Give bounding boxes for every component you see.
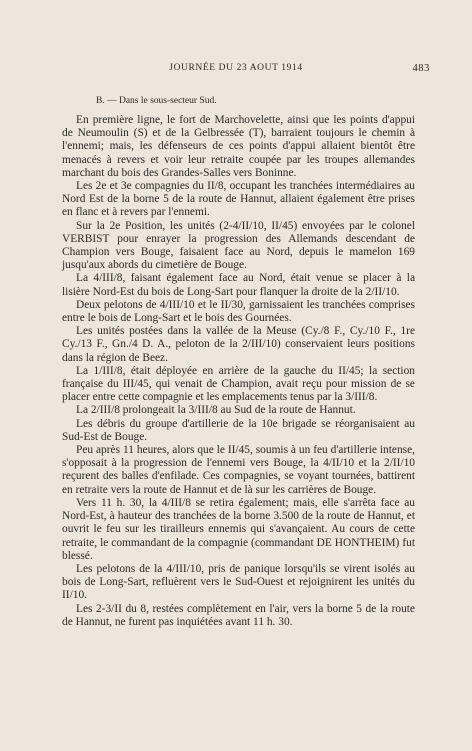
paragraph: Vers 11 h. 30, la 4/III/8 se retira également; mais, elle s'arrêta face au Nord-Est, à hauteur des tranchées de la borne 3.500 de la route de Hannut, et ouvrit le feu sur les tirailleurs ennemis qui s'avançaient. Au cours de cette retraite, le commandant de la compagnie (commandant DE HONTHEIM) fut blessé. bbox=[62, 496, 415, 562]
paragraph: Les 2e et 3e compagnies du II/8, occupant les tranchées intermédiaires au Nord Est de la borne 5 de la route de Hannut, allaient également être prises en flanc et à revers par l'ennemi. bbox=[62, 180, 415, 219]
paragraph: La 2/III/8 prolongeait la 3/III/8 au Sud de la route de Hannut. bbox=[76, 404, 356, 417]
paragraph: Les 2-3/II du 8, restées complètement en l'air, vers la borne 5 de la route de Hannut, ne furent pas inquiétées avant 11 h. 30. bbox=[62, 602, 415, 628]
paragraph: Les unités postées dans la vallée de la Meuse (Cy./8 F., Cy./10 F., 1re Cy./13 F., Gn./4 D. A., peloton de la 2/III/10) conservaient leurs positions dans la région de Beez. bbox=[62, 325, 415, 364]
paragraph: La 4/III/8, faisant également face au Nord, était venue se placer à la lisière Nord-Est du bois de Long-Sart pour flanquer la droite de la 2/II/10. bbox=[62, 272, 415, 298]
body-text bbox=[62, 114, 415, 629]
paragraph: Sur la 2e Position, les unités (2-4/II/10, II/45) envoyées par le colonel VERBIST pour enrayer la progression des Allemands descendant de Champion vers Bouge, faisaient face au Nord, depuis le mamelon 169 jusqu'aux abords du cimetière de Bouge. bbox=[62, 219, 415, 272]
running-title: JOURNÉE DU 23 AOUT 1914 bbox=[169, 63, 303, 73]
paragraph: Peu après 11 heures, alors que le II/45, soumis à un feu d'artillerie intense, s'opposait à la progression de l'ennemi vers Bouge, la 4/II/10 et la 2/II/10 reçurent des balles d'enfilade. Ces compagnies, se voyant tournées, battirent en retraite vers la route de Hannut et de là sur les carrières de Bouge. bbox=[62, 444, 415, 496]
paragraph: Deux pelotons de 4/III/10 et le II/30, garnissaient les tranchées comprises entre le bois de Long-Sart et le bois des Gournées. bbox=[62, 298, 415, 325]
paragraph: Les débris du groupe d'artillerie de la 10e brigade se réorganisaient au Sud-Est de Bouge. bbox=[62, 417, 415, 443]
section-heading: B. — Dans le sous-secteur Sud. bbox=[96, 96, 217, 106]
page-number: 483 bbox=[412, 63, 430, 74]
paragraph: En première ligne, le fort de Marchovelette, ainsi que les points d'appui de Neumoulin (S) et de la Gelbressée (T), barraient toujours le chemin à l'ennemi; mais, les défenseurs de ces points d'appui allaient bientôt être menacés à revers et voir leur retraite coupée par les troupes allemandes marchant du bois des Grandes-Salles vers Boninne. bbox=[62, 114, 415, 179]
paragraph: Les pelotons de la 4/III/10, pris de panique lorsqu'ils se virent isolés au bois de Long-Sart, refluèrent vers le Sud-Ouest et rejoignirent les unités du II/10. bbox=[62, 562, 415, 602]
paragraph: La 1/III/8, était déployée en arrière de la gauche du II/45; la section française du III/45, qui venait de Champion, avait reçu pour mission de se placer entre cette compagnie et les emplacements tenus par la 3/III/8. bbox=[62, 364, 415, 404]
